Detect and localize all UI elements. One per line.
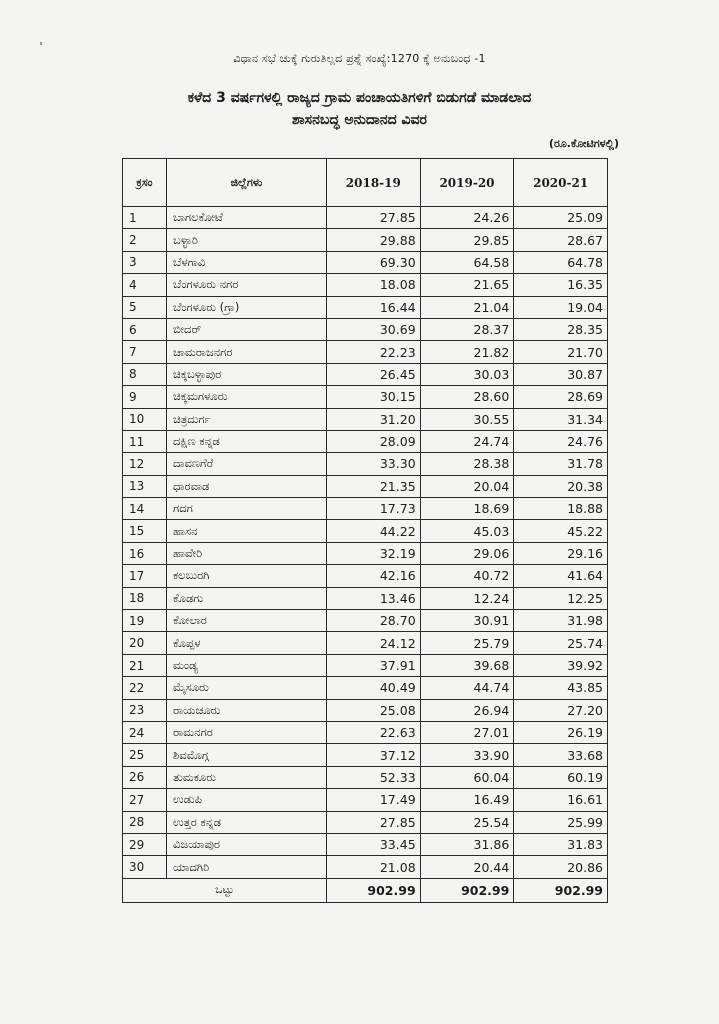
total-2020-21: 902.99 [514, 878, 608, 902]
district-name: ಕೋಲಾರ [167, 610, 327, 632]
value-2020-21: 24.76 [514, 430, 608, 452]
serial-no: 10 [123, 408, 167, 430]
district-name: ರಾಮನಗರ [167, 721, 327, 743]
serial-no: 15 [123, 520, 167, 542]
table-row [123, 341, 608, 363]
value-2019-20: 20.44 [420, 856, 514, 878]
table-row [123, 430, 608, 452]
value-2019-20: 28.37 [420, 318, 514, 340]
value-2019-20: 64.58 [420, 251, 514, 273]
table-row [123, 565, 608, 587]
value-2020-21: 30.87 [514, 363, 608, 385]
header-district: ಜಿಲ್ಲೆಗಳು [167, 159, 327, 207]
serial-no: 26 [123, 766, 167, 788]
value-2019-20: 40.72 [420, 565, 514, 587]
serial-no: 6 [123, 318, 167, 340]
scan-speck [40, 42, 42, 45]
value-2019-20: 27.01 [420, 721, 514, 743]
value-2020-21: 16.35 [514, 274, 608, 296]
value-2019-20: 18.69 [420, 498, 514, 520]
table-row [123, 296, 608, 318]
value-2018-19: 44.22 [327, 520, 421, 542]
value-2019-20: 29.06 [420, 542, 514, 564]
value-2019-20: 21.82 [420, 341, 514, 363]
value-2019-20: 21.04 [420, 296, 514, 318]
district-name: ಮಂಡ್ಯ [167, 654, 327, 676]
value-2018-19: 27.85 [327, 811, 421, 833]
value-2018-19: 28.09 [327, 430, 421, 452]
reference-line: ವಿಧಾನ ಸಭೆ ಚುಕ್ಕೆ ಗುರುತಿಲ್ಲದ ಪ್ರಶ್ನೆ ಸಂಖ್ಯೆ:1270 ಕ್ಕೆ ಅನುಬಂಧ -1 [233, 52, 486, 65]
value-2018-19: 26.45 [327, 363, 421, 385]
serial-no: 17 [123, 565, 167, 587]
table-row [123, 363, 608, 385]
value-2018-19: 31.20 [327, 408, 421, 430]
table-row [123, 229, 608, 251]
district-name: ಶಿವಮೊಗ್ಗ [167, 744, 327, 766]
value-2018-19: 30.69 [327, 318, 421, 340]
table-row [123, 699, 608, 721]
value-2019-20: 31.86 [420, 833, 514, 855]
value-2019-20: 24.26 [420, 207, 514, 229]
value-2018-19: 16.44 [327, 296, 421, 318]
value-2018-19: 42.16 [327, 565, 421, 587]
table-header-row [123, 159, 608, 207]
table-row [123, 498, 608, 520]
value-2020-21: 31.98 [514, 610, 608, 632]
serial-no: 29 [123, 833, 167, 855]
serial-no: 9 [123, 386, 167, 408]
header-2018-19: 2018-19 [327, 159, 421, 207]
serial-no: 8 [123, 363, 167, 385]
district-name: ದಕ್ಷಿಣ ಕನ್ನಡ [167, 430, 327, 452]
serial-no: 11 [123, 430, 167, 452]
district-name: ಚಿಕ್ಕಬಳ್ಳಾಪುರ [167, 363, 327, 385]
value-2018-19: 27.85 [327, 207, 421, 229]
header-2020-21: 2020-21 [514, 159, 608, 207]
value-2020-21: 27.20 [514, 699, 608, 721]
district-name: ಬಳ್ಳಾರಿ [167, 229, 327, 251]
district-name: ಮೈಸೂರು [167, 677, 327, 699]
grant-table [122, 158, 608, 903]
value-2019-20: 45.03 [420, 520, 514, 542]
unit-note: (ರೂ.ಕೋಟಿಗಳಲ್ಲಿ) [548, 137, 619, 150]
district-name: ಉತ್ತರ ಕನ್ನಡ [167, 811, 327, 833]
value-2020-21: 25.99 [514, 811, 608, 833]
value-2019-20: 30.91 [420, 610, 514, 632]
table-row [123, 766, 608, 788]
serial-no: 12 [123, 453, 167, 475]
serial-no: 27 [123, 789, 167, 811]
district-name: ಕೊಡಗು [167, 587, 327, 609]
serial-no: 18 [123, 587, 167, 609]
value-2020-21: 29.16 [514, 542, 608, 564]
value-2019-20: 16.49 [420, 789, 514, 811]
table-row [123, 274, 608, 296]
value-2020-21: 25.74 [514, 632, 608, 654]
value-2020-21: 39.92 [514, 654, 608, 676]
value-2018-19: 28.70 [327, 610, 421, 632]
value-2019-20: 60.04 [420, 766, 514, 788]
district-name: ಗದಗ [167, 498, 327, 520]
district-name: ಧಾರವಾಡ [167, 475, 327, 497]
district-name: ಹಾವೇರಿ [167, 542, 327, 564]
value-2018-19: 29.88 [327, 229, 421, 251]
table-row [123, 408, 608, 430]
document-title-line-2: ಶಾಸನಬದ್ಧ ಅನುದಾನದ ವಿವರ [292, 112, 427, 128]
value-2019-20: 29.85 [420, 229, 514, 251]
value-2020-21: 41.64 [514, 565, 608, 587]
district-name: ಉಡುಪಿ [167, 789, 327, 811]
value-2018-19: 52.33 [327, 766, 421, 788]
district-name: ಹಾಸನ [167, 520, 327, 542]
serial-no: 5 [123, 296, 167, 318]
serial-no: 16 [123, 542, 167, 564]
value-2020-21: 26.19 [514, 721, 608, 743]
table-row [123, 744, 608, 766]
value-2020-21: 12.25 [514, 587, 608, 609]
value-2020-21: 16.61 [514, 789, 608, 811]
serial-no: 23 [123, 699, 167, 721]
value-2019-20: 44.74 [420, 677, 514, 699]
total-row [123, 878, 608, 902]
table-row [123, 856, 608, 878]
value-2020-21: 25.09 [514, 207, 608, 229]
district-name: ಕೊಪ್ಪಳ [167, 632, 327, 654]
value-2019-20: 12.24 [420, 587, 514, 609]
value-2018-19: 37.91 [327, 654, 421, 676]
total-2018-19: 902.99 [327, 878, 421, 902]
district-name: ರಾಯಚೂರು [167, 699, 327, 721]
table-row [123, 721, 608, 743]
value-2020-21: 28.35 [514, 318, 608, 340]
table-row [123, 251, 608, 273]
total-2019-20: 902.99 [420, 878, 514, 902]
district-name: ಬೆಳಗಾವಿ [167, 251, 327, 273]
value-2018-19: 37.12 [327, 744, 421, 766]
value-2018-19: 22.23 [327, 341, 421, 363]
serial-no: 13 [123, 475, 167, 497]
serial-no: 21 [123, 654, 167, 676]
value-2020-21: 60.19 [514, 766, 608, 788]
district-name: ಬೀದರ್ [167, 318, 327, 340]
table-row [123, 386, 608, 408]
value-2019-20: 30.03 [420, 363, 514, 385]
value-2018-19: 33.30 [327, 453, 421, 475]
serial-no: 24 [123, 721, 167, 743]
table-row [123, 654, 608, 676]
value-2018-19: 32.19 [327, 542, 421, 564]
serial-no: 20 [123, 632, 167, 654]
value-2018-19: 40.49 [327, 677, 421, 699]
value-2019-20: 28.38 [420, 453, 514, 475]
value-2019-20: 30.55 [420, 408, 514, 430]
district-name: ತುಮಕೂರು [167, 766, 327, 788]
value-2019-20: 39.68 [420, 654, 514, 676]
table-row [123, 789, 608, 811]
value-2018-19: 30.15 [327, 386, 421, 408]
value-2019-20: 33.90 [420, 744, 514, 766]
district-name: ಬೆಂಗಳೂರು (ಗ್ರಾ) [167, 296, 327, 318]
value-2018-19: 25.08 [327, 699, 421, 721]
district-name: ಚಿತ್ರದುರ್ಗ [167, 408, 327, 430]
value-2018-19: 33.45 [327, 833, 421, 855]
total-label: ಒಟ್ಟು [123, 878, 327, 902]
serial-no: 19 [123, 610, 167, 632]
serial-no: 22 [123, 677, 167, 699]
district-name: ಕಲಬುರಗಿ [167, 565, 327, 587]
district-name: ಬೆಂಗಳೂರು ನಗರ [167, 274, 327, 296]
table-row [123, 520, 608, 542]
table-row [123, 318, 608, 340]
serial-no: 2 [123, 229, 167, 251]
value-2019-20: 28.60 [420, 386, 514, 408]
value-2019-20: 21.65 [420, 274, 514, 296]
table-row [123, 677, 608, 699]
value-2018-19: 21.08 [327, 856, 421, 878]
value-2020-21: 31.78 [514, 453, 608, 475]
table-row [123, 833, 608, 855]
district-name: ಚಾಮರಾಜನಗರ [167, 341, 327, 363]
value-2020-21: 43.85 [514, 677, 608, 699]
value-2020-21: 33.68 [514, 744, 608, 766]
value-2018-19: 24.12 [327, 632, 421, 654]
table-row [123, 542, 608, 564]
value-2018-19: 13.46 [327, 587, 421, 609]
value-2020-21: 64.78 [514, 251, 608, 273]
table-row [123, 610, 608, 632]
table-row [123, 453, 608, 475]
value-2018-19: 21.35 [327, 475, 421, 497]
table-row [123, 475, 608, 497]
value-2020-21: 28.69 [514, 386, 608, 408]
value-2020-21: 45.22 [514, 520, 608, 542]
table-row [123, 811, 608, 833]
header-serial-no: ಕ್ರಸಂ [123, 159, 167, 207]
district-name: ವಿಜಯಾಪುರ [167, 833, 327, 855]
serial-no: 25 [123, 744, 167, 766]
value-2018-19: 18.08 [327, 274, 421, 296]
document-title-line-1: ಕಳೆದ 3 ವರ್ಷಗಳಲ್ಲಿ ರಾಜ್ಯದ ಗ್ರಾಮ ಪಂಚಾಯತಿಗಳಿಗೆ ಬಿಡುಗಡೆ ಮಾಡಲಾದ [187, 90, 532, 106]
value-2020-21: 21.70 [514, 341, 608, 363]
district-name: ಯಾದಗಿರಿ [167, 856, 327, 878]
value-2019-20: 26.94 [420, 699, 514, 721]
value-2018-19: 17.49 [327, 789, 421, 811]
value-2019-20: 25.54 [420, 811, 514, 833]
value-2019-20: 20.04 [420, 475, 514, 497]
district-name: ಬಾಗಲಕೋಟೆ [167, 207, 327, 229]
serial-no: 4 [123, 274, 167, 296]
table-row [123, 587, 608, 609]
value-2018-19: 69.30 [327, 251, 421, 273]
value-2018-19: 22.63 [327, 721, 421, 743]
serial-no: 3 [123, 251, 167, 273]
value-2020-21: 31.34 [514, 408, 608, 430]
value-2018-19: 17.73 [327, 498, 421, 520]
table-body [123, 207, 608, 879]
value-2020-21: 18.88 [514, 498, 608, 520]
district-name: ದಾವಣಗೆರೆ [167, 453, 327, 475]
value-2020-21: 20.86 [514, 856, 608, 878]
table-row [123, 207, 608, 229]
value-2020-21: 28.67 [514, 229, 608, 251]
value-2020-21: 31.83 [514, 833, 608, 855]
value-2020-21: 20.38 [514, 475, 608, 497]
serial-no: 30 [123, 856, 167, 878]
serial-no: 28 [123, 811, 167, 833]
value-2019-20: 24.74 [420, 430, 514, 452]
serial-no: 7 [123, 341, 167, 363]
serial-no: 14 [123, 498, 167, 520]
value-2019-20: 25.79 [420, 632, 514, 654]
value-2020-21: 19.04 [514, 296, 608, 318]
table-row [123, 632, 608, 654]
serial-no: 1 [123, 207, 167, 229]
district-name: ಚಿಕ್ಕಮಗಳೂರು [167, 386, 327, 408]
header-2019-20: 2019-20 [420, 159, 514, 207]
